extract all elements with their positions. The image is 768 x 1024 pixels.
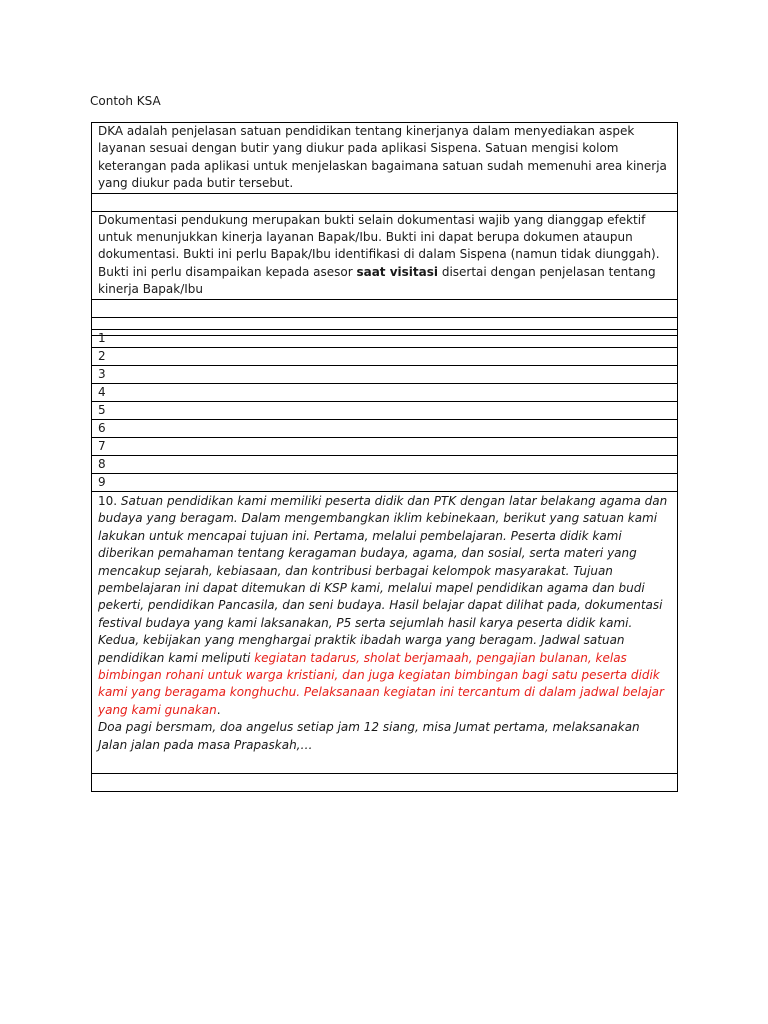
supporting-documentation-cell <box>92 211 678 299</box>
item-10-paragraph-2: Kedua, kebijakan yang menghargai praktik ibadah warga yang beragam. Jadwal satuan pendidikan kami meliputi <box>98 633 625 665</box>
numbered-items-table <box>91 329 678 792</box>
item-10-highlighted-text: kegiatan tadarus, sholat berjamaah, pengajian bulanan, kelas bimbingan rohani untuk warga kristiani, dan juga kegiatan bimbingan bagi satu peserta didik kami yang beragama konghuchu. Pelaksanaan kegiatan ini tercantum di dalam jadwal belajar yang kami gunakan <box>98 650 664 717</box>
table-row <box>92 299 678 317</box>
item-number-cell: 7 <box>92 438 678 456</box>
supporting-text-part2: disertai dengan penjelasan tentang kinerja Bapak/Ibu <box>98 264 656 297</box>
table-row <box>92 402 678 420</box>
table-row <box>92 492 678 774</box>
item-number-cell: 5 <box>92 402 678 420</box>
item-10-paragraph-2-end: . <box>216 702 221 717</box>
table-row <box>92 474 678 492</box>
empty-cell <box>92 193 678 211</box>
table-row <box>92 348 678 366</box>
empty-cell <box>92 299 678 317</box>
item-10-cell <box>92 492 678 774</box>
table-row <box>92 123 678 194</box>
item-number-cell: 3 <box>92 366 678 384</box>
table-row <box>92 438 678 456</box>
empty-cell <box>92 774 678 792</box>
table-row <box>92 420 678 438</box>
item-number-cell: 2 <box>92 348 678 366</box>
supporting-text-part1: Dokumentasi pendukung merupakan bukti selain dokumentasi wajib yang dianggap efektif untuk menunjukkan kinerja layanan Bapak/Ibu. Bukti ini dapat berupa dokumen ataupun dokumentasi. Bukti ini perlu Bapak/Ibu identifikasi di dalam Sispena (namun tidak diunggah). Bukti ini perlu disampaikan kepada asesor <box>98 212 660 279</box>
document-title: Contoh KSA <box>90 94 161 108</box>
item-10-number: 10. <box>98 494 121 508</box>
item-number-cell: 4 <box>92 384 678 402</box>
item-10-paragraph-1: Satuan pendidikan kami memiliki peserta didik dan PTK dengan latar belakang agama dan budaya yang beragam. Dalam mengembangkan iklim kebinekaan, berikut yang satuan kami lakukan untuk mencapai tujuan ini. Pertama, melalui pembelajaran. Peserta didik kami diberikan pemahaman tentang keragaman budaya, agama, dan sosial, serta materi yang mencakup sejarah, kebiasaan, dan kontribusi berbagai kelompok masyarakat. Tujuan pembelajaran ini dapat ditemukan di KSP kami, melalui mapel pendidikan agama dan budi pekerti, pendidikan Pancasila, dan seni budaya. Hasil belajar dapat dilihat pada, dokumentasi festival budaya yang kami laksanakan, P5 serta sejumlah hasil karya peserta didik kami. <box>98 494 668 630</box>
table-row <box>92 211 678 299</box>
table-row <box>92 366 678 384</box>
item-number-cell: 9 <box>92 474 678 492</box>
supporting-text-bold: saat visitasi <box>356 264 439 279</box>
item-number-cell: 1 <box>92 330 678 348</box>
table-row <box>92 456 678 474</box>
table-row <box>92 193 678 211</box>
dka-description-cell: DKA adalah penjelasan satuan pendidikan tentang kinerjanya dalam menyediakan aspek layanan sesuai dengan butir yang diukur pada aplikasi Sispena. Satuan mengisi kolom keterangan pada aplikasi untuk menjelaskan bagaimana satuan sudah memenuhi area kinerja yang diukur pada butir tersebut. <box>92 123 678 194</box>
item-10-paragraph-3: Doa pagi bersmam, doa angelus setiap jam 12 siang, misa Jumat pertama, melaksanakan Jalan jalan pada masa Prapaskah,… <box>98 720 640 752</box>
explanation-table <box>91 122 678 336</box>
table-row <box>92 384 678 402</box>
item-number-cell: 6 <box>92 420 678 438</box>
item-number-cell: 8 <box>92 456 678 474</box>
table-row <box>92 330 678 348</box>
table-row <box>92 774 678 792</box>
